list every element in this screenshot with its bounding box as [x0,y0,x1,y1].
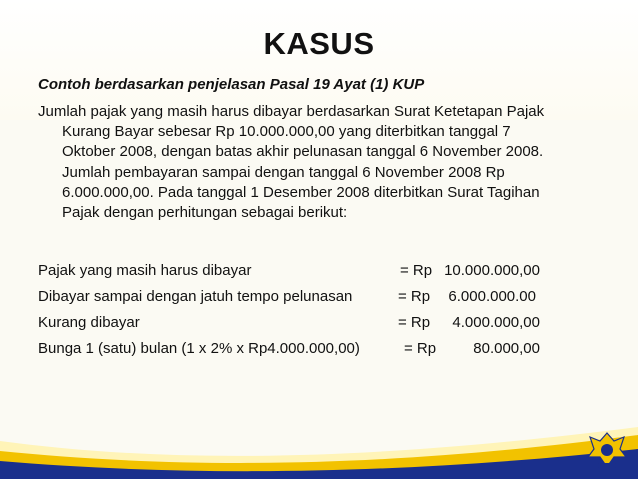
calculation-value: 4.000.000,00 [452,314,540,331]
case-paragraph [38,102,598,223]
calculation-equals: = Rp [400,262,433,279]
garuda-emblem-icon [584,427,630,473]
paragraph-line: Oktober 2008, dengan batas akhir pelunasan tanggal 6 November 2008. [62,143,544,161]
calculation-value: 80.000,00 [473,340,540,357]
paragraph-line: 6.000.000,00. Pada tanggal 1 Desember 2008 diterbitkan Surat Tagihan [62,183,540,201]
paragraph-line: Kurang Bayar sebesar Rp 10.000.000,00 yang diterbitkan tanggal 7 [62,123,511,141]
calculation-equals: = Rp [398,314,431,331]
calculation-value: 6.000.000.00 [448,288,536,305]
calculation-table [38,262,598,366]
calculation-label: Bunga 1 (satu) bulan (1 x 2% x Rp4.000.000,00) [38,340,360,357]
calculation-equals: = Rp [404,340,437,357]
calculation-row [38,262,598,288]
calculation-row [38,288,598,314]
paragraph-line: Pajak dengan perhitungan sebagai berikut: [62,204,348,222]
calculation-equals: = Rp [398,288,431,305]
calculation-value: 10.000.000,00 [444,262,540,279]
slide-title: KASUS [263,26,375,61]
calculation-row [38,340,598,366]
paragraph-line: Jumlah pajak yang masih harus dibayar berdasarkan Surat Ketetapan Pajak [38,103,545,120]
paragraph-line: Jumlah pembayaran sampai dengan tanggal 6 November 2008 Rp [62,163,505,181]
footer-wave [0,369,638,479]
calculation-label: Pajak yang masih harus dibayar [38,262,252,279]
calculation-row [38,314,598,340]
slide-subtitle: Contoh berdasarkan penjelasan Pasal 19 Ayat (1) KUP [38,76,425,93]
calculation-label: Kurang dibayar [38,314,140,331]
calculation-label: Dibayar sampai dengan jatuh tempo pelunasan [38,288,353,305]
